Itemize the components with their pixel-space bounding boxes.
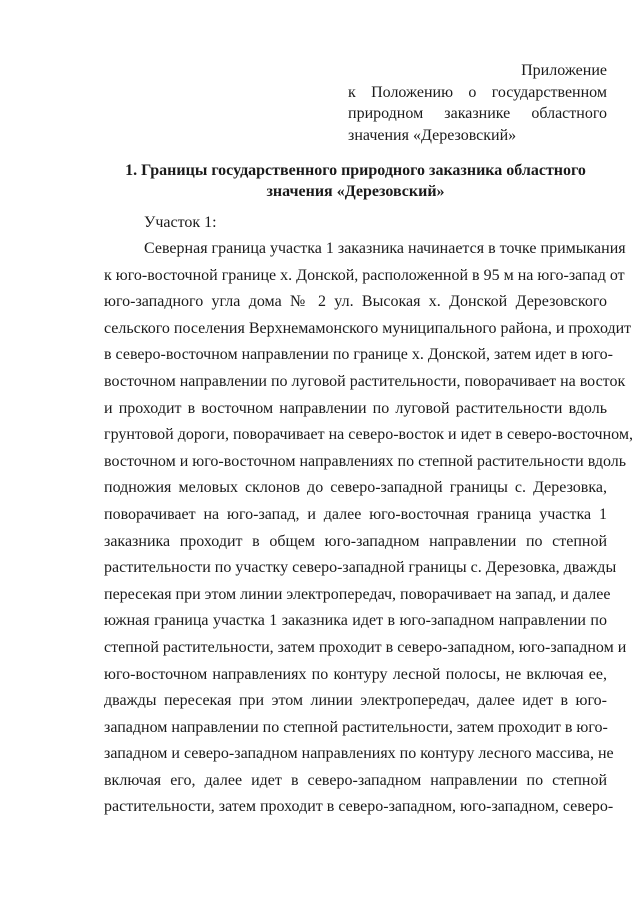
- paragraph-line: юго-восточном направлениях по контуру лесной полосы, не включая ее,: [104, 665, 607, 683]
- paragraph-line: степной растительности, затем проходит в северо-западном, юго-западном и: [104, 638, 627, 656]
- appendix-title: Приложение: [521, 62, 607, 79]
- appendix-line: значения «Дерезовский»: [348, 126, 517, 144]
- paragraph-line: западном и северо-западном направлениях по контуру лесного массива, не: [104, 745, 614, 763]
- paragraph-line: включая его, далее идет в северо-западном направлении по степной: [104, 771, 607, 789]
- paragraph-line: юго-западного угла дома № 2 ул. Высокая х. Донской Дерезовского: [104, 293, 607, 311]
- appendix-block: [348, 60, 607, 146]
- paragraph-line: дважды пересекая при этом линии электропередач, далее идет в юго-: [104, 692, 607, 710]
- paragraph-line: и проходит в восточном направлении по луговой растительности вдоль: [104, 399, 607, 417]
- paragraph-line: растительности, затем проходит в северо-западном, юго-западном, северо-: [104, 798, 614, 816]
- paragraph-line: пересекая при этом линии электропередач, поворачивает на запад, и далее: [104, 585, 611, 603]
- paragraph-line: восточном направлении по луговой растительности, поворачивает на восток: [104, 372, 626, 390]
- paragraph-line: поворачивает на юго-запад, и далее юго-восточная граница участка 1: [104, 505, 607, 523]
- section-heading-line: значения «Дерезовский»: [266, 183, 445, 200]
- paragraph-line: южная граница участка 1 заказника идет в юго-западном направлении по: [104, 612, 607, 630]
- section-heading-line: 1. Границы государственного природного заказника областного: [125, 162, 586, 179]
- section-heading: [104, 160, 607, 202]
- paragraph-line: заказника проходит в общем юго-западном направлении по степной: [104, 532, 607, 550]
- paragraph-line: растительности по участку северо-западной границы с. Дерезовка, дважды: [104, 559, 617, 577]
- paragraph-line: сельского поселения Верхнемамонского муниципального района, и проходит: [104, 319, 632, 337]
- paragraph-line: западном направлении по степной растительности, затем проходит в юго-: [104, 718, 608, 736]
- appendix-line: к Положению о государственном: [348, 83, 607, 101]
- paragraph-line: грунтовой дороги, поворачивает на северо-восток и идет в северо-восточном,: [104, 426, 633, 444]
- paragraph-line: восточном и юго-восточном направлениях по степной растительности вдоль: [104, 452, 627, 470]
- paragraph-line: Северная граница участка 1 заказника начинается в точке примыкания: [144, 240, 626, 257]
- paragraph-line: в северо-восточном направлении по границе х. Донской, затем идет в юго-: [104, 346, 613, 364]
- body-paragraph: [104, 236, 633, 821]
- appendix-line: природном заказнике областного: [348, 105, 607, 122]
- section-label: Участок 1:: [144, 214, 217, 231]
- paragraph-line: к юго-восточной границе х. Донской, расположенной в 95 м на юго-запад от: [104, 266, 625, 284]
- paragraph-line: подножия меловых склонов до северо-западной границы с. Дерезовка,: [104, 479, 607, 497]
